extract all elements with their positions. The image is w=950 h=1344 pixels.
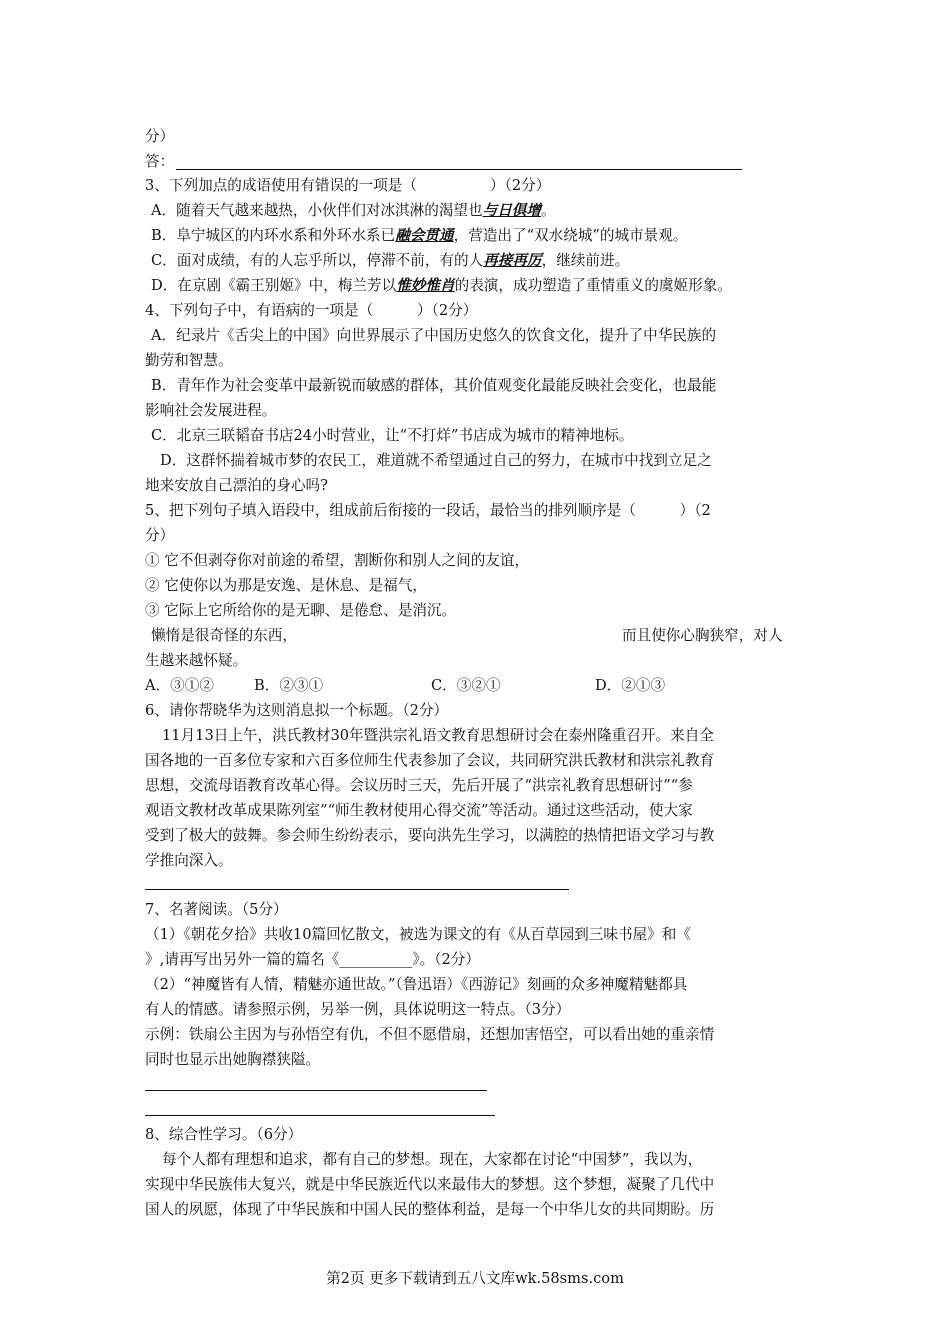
news-paragraph: 学推向深入。	[145, 852, 233, 869]
idiom-emphasis: 融会贯通	[395, 227, 454, 244]
question-8: 8、综合性学习。（6分）	[145, 1126, 303, 1143]
question-3: 3、下列加点的成语使用有错误的一项是（ ）（2分）	[145, 177, 551, 194]
question-7-2: （2）“神魔皆有人情，精魅亦通世故。”（鲁迅语）《西游记》刻画的众多神魔精魅都具	[145, 976, 688, 993]
option-c: C．③②①	[431, 677, 501, 694]
paragraph-8: 国人的夙愿，体现了中华民族和中国人民的整体利益，是每一个中华儿女的共同期盼。历	[145, 1201, 715, 1218]
sentence-2: ② 它使你以为那是安逸、是休息、是福气，	[145, 577, 427, 594]
answer-line	[176, 169, 742, 170]
example-line: 同时也显示出她胸襟狭隘。	[145, 1051, 321, 1068]
question-4: 4、下列句子中，有语病的一项是（ ）（2分）	[145, 302, 478, 319]
question-4-option-a: A．纪录片《舌尖上的中国》向世界展示了中国历史悠久的饮食文化，提升了中华民族的	[151, 327, 717, 344]
question-4-option-b: B．青年作为社会变革中最新锐而敏感的群体，其价值观变化最能反映社会变化，也最能	[151, 377, 717, 394]
idiom-emphasis: 与日俱增	[482, 202, 541, 219]
passage-left: 懒惰是很奇怪的东西，	[151, 627, 297, 644]
passage-cont: 生越来越怀疑。	[145, 652, 248, 669]
question-4-option-c: C．北京三联韬奋书店24小时营业，让“不打烊”书店成为城市的精神地标。	[151, 427, 634, 444]
example-line: 示例：铁扇公主因为与孙悟空有仇，不但不愿借扇，还想加害悟空，可以看出她的重亲情	[145, 1026, 715, 1043]
option-a: A．③①②	[145, 677, 214, 694]
passage-right: 而且使你心胸狭窄，对人	[622, 627, 783, 644]
answer-line	[145, 1115, 495, 1116]
question-3-option-d: D．在京剧《霸王别姬》中，梅兰芳以惟妙惟肖的表演，成功塑造了重情重义的虞姬形象。	[151, 277, 732, 294]
question-7-1: （1）《朝花夕拾》共收10篇回忆散文，被选为课文的有《从百草园到三味书屋》和《	[145, 926, 691, 943]
question-4-option-a-cont: 勤劳和智慧。	[145, 352, 233, 369]
question-3-option-a: A．随着天气越来越热，小伙伴们对冰淇淋的渴望也与日俱增。	[151, 202, 556, 219]
idiom-emphasis: 惟妙惟肖	[396, 277, 455, 294]
page-footer: 第2页 更多下载请到五八文库wk.58sms.com	[326, 1270, 624, 1287]
news-paragraph: 观语文教材改革成果陈列室”“师生教材使用心得交流”等活动。通过这些活动，使大家	[145, 802, 693, 819]
option-b: B．②③①	[254, 677, 324, 694]
answer-label: 答：	[145, 153, 175, 170]
sentence-1: ① 它不但剥夺你对前途的希望，割断你和别人之间的友谊，	[145, 552, 530, 569]
question-4-option-d-cont: 地来安放自己漂泊的身心吗?	[145, 477, 328, 494]
question-3-option-c: C．面对成绩，有的人忘乎所以，停滞不前，有的人再接再厉，继续前进。	[151, 252, 630, 269]
fill-blank: __________	[339, 951, 413, 968]
text-line: 分）	[145, 128, 175, 145]
answer-line	[145, 889, 569, 890]
option-d: D．②①③	[595, 677, 666, 694]
news-paragraph: 11月13日上午，洪氏教材30年暨洪宗礼语文教育思想研讨会在泰州隆重召开。来自全	[162, 727, 714, 744]
question-4-option-b-cont: 影响社会发展进程。	[145, 402, 277, 419]
paragraph-8: 每个人都有理想和追求，都有自己的梦想。现在，大家都在讨论“中国梦”，我以为，	[162, 1151, 703, 1168]
question-3-option-b: B．阜宁城区的内环水系和外环水系已融会贯通，营造出了“双水绕城”的城市景观。	[151, 227, 688, 244]
question-6: 6、请你帮晓华为这则消息拟一个标题。（2分）	[145, 702, 449, 719]
question-7-2-cont: 有人的情感。请参照示例，另举一例，具体说明这一特点。（3分）	[145, 1001, 571, 1018]
answer-line	[145, 1090, 487, 1091]
news-paragraph: 思想，交流母语教育改革心得。会议历时三天，先后开展了“洪宗礼教育思想研讨”“参	[145, 777, 693, 794]
question-5-cont: 分）	[145, 527, 175, 544]
question-5: 5、把下列句子填入语段中，组成前后衔接的一段话，最恰当的排列顺序是（ ）（2	[145, 502, 711, 519]
idiom-emphasis: 再接再厉	[483, 252, 542, 269]
news-paragraph: 国各地的一百多位专家和六百多位师生代表参加了会议，共同研究洪氏教材和洪宗礼教育	[145, 752, 715, 769]
question-7-1-cont: 》,请再写出另外一篇的篇名《__________》。（2分）	[145, 951, 480, 968]
paragraph-8: 实现中华民族伟大复兴，就是中华民族近代以来最伟大的梦想。这个梦想，凝聚了几代中	[145, 1176, 715, 1193]
question-7: 7、名著阅读。（5分）	[145, 901, 288, 918]
news-paragraph: 受到了极大的鼓舞。参会师生纷纷表示，要向洪先生学习，以满腔的热情把语文学习与教	[145, 827, 715, 844]
question-4-option-d: D．这群怀揣着城市梦的农民工，难道就不希望通过自己的努力，在城市中找到立足之	[160, 452, 712, 469]
sentence-3: ③ 它际上它所给你的是无聊、是倦怠、是消沉。	[145, 602, 457, 619]
